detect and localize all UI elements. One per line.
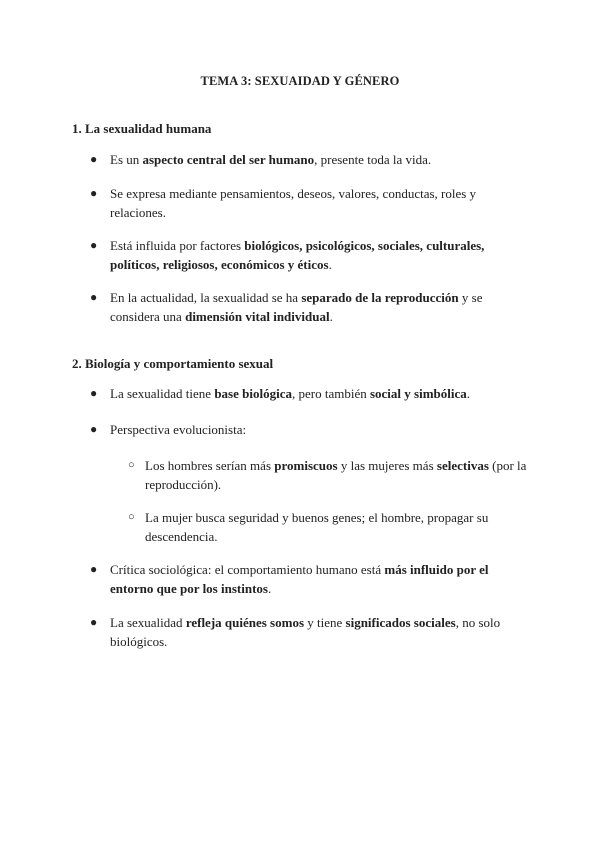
bullet-icon: ● [90,238,98,252]
list-item: Crítica sociológica: el comportamiento humano está más influido por el entorno que por los instintos. [110,562,489,596]
bullet-icon: ● [90,186,98,200]
bullet-icon: ● [90,422,98,436]
hollow-bullet-icon: ○ [128,511,135,523]
list-item: La sexualidad tiene base biológica, pero también social y simbólica. [110,386,470,401]
sub-list-item: Los hombres serían más promiscuos y las mujeres más selectivas (por la reproducción). [145,458,527,492]
sub-list-item: La mujer busca seguridad y buenos genes; el hombre, propagar su descendencia. [145,510,489,544]
list-item: Perspectiva evolucionista: [110,422,247,437]
bullet-icon: ● [90,152,98,166]
bullet-icon: ● [90,615,98,629]
list-item: Es un aspecto central del ser humano, presente toda la vida. [110,152,432,167]
section-heading-2: 2. Biología y comportamiento sexual [72,356,274,371]
hollow-bullet-icon: ○ [128,459,135,471]
list-item: Se expresa mediante pensamientos, deseos, valores, conductas, roles y relaciones. [110,186,477,220]
bullet-icon: ● [90,290,98,304]
list-item: Está influida por factores biológicos, psicológicos, sociales, culturales, políticos, religiosos, económicos y éticos. [110,238,485,272]
list-item: En la actualidad, la sexualidad se ha separado de la reproducción y se considera una dimensión vital individual. [110,290,483,324]
list-item: La sexualidad refleja quiénes somos y tiene significados sociales, no solo biológicos. [110,615,501,649]
document-title: TEMA 3: SEXUAIDAD Y GÉNERO [200,74,400,88]
bullet-icon: ● [90,386,98,400]
bullet-icon: ● [90,562,98,576]
section-heading-1: 1. La sexualidad humana [72,121,212,136]
